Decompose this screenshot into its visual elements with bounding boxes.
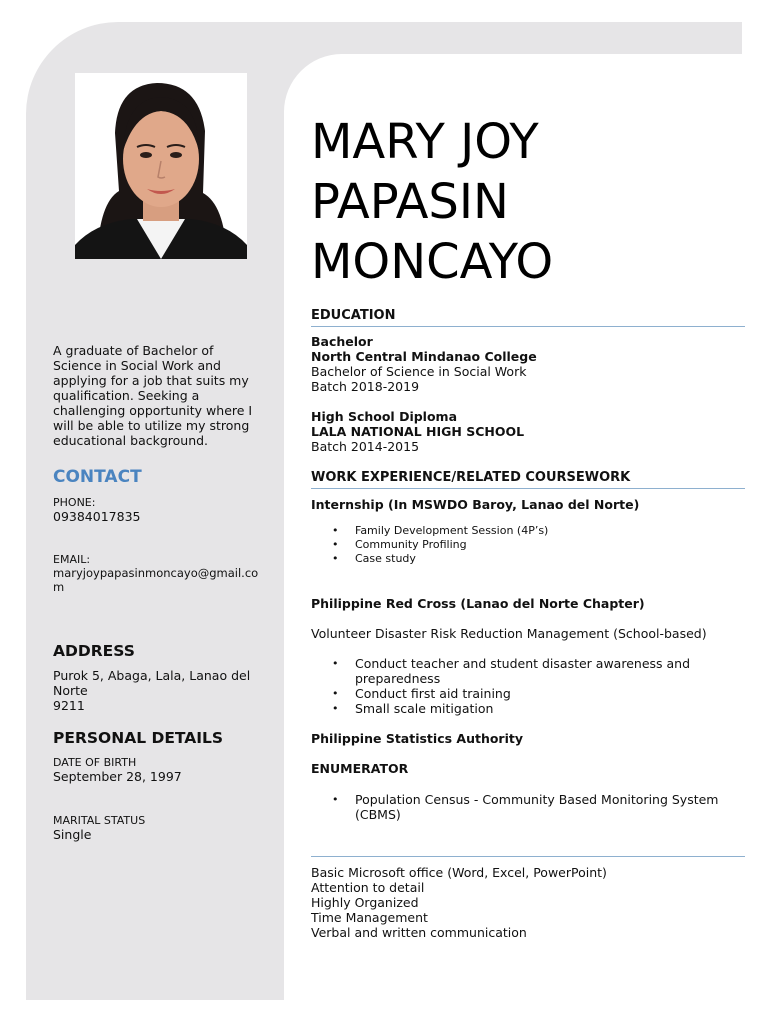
- skill-item: Basic Microsoft office (Word, Excel, PowerPoint): [311, 865, 607, 880]
- list-item: • Conduct first aid training: [311, 686, 741, 701]
- skill-item: Highly Organized: [311, 895, 419, 910]
- personal-details-heading: PERSONAL DETAILS: [53, 729, 224, 747]
- internship-list: [311, 524, 741, 566]
- batch: Batch 2014-2015: [311, 439, 420, 454]
- list-item: • Community Profiling: [311, 538, 741, 552]
- contact-heading: CONTACT: [53, 467, 142, 487]
- education-divider: [311, 326, 745, 327]
- course: Bachelor of Science in Social Work: [311, 364, 527, 379]
- phone-block: [53, 496, 263, 524]
- profile-photo: [75, 73, 247, 259]
- psa-title: Philippine Statistics Authority: [311, 731, 524, 746]
- skill-item: Verbal and written communication: [311, 925, 527, 940]
- skills-divider: [311, 856, 745, 857]
- address-line-1: Purok 5, Abaga, Lala, Lanao del: [53, 668, 251, 683]
- address-heading: ADDRESS: [53, 642, 135, 660]
- name-line-1: MARY JOY: [311, 114, 539, 170]
- email-block: [53, 553, 261, 594]
- education-item: [311, 334, 741, 394]
- email-value[interactable]: maryjoypapasinmoncayo@gmail.com: [53, 566, 259, 594]
- dob-label: DATE OF BIRTH: [53, 756, 137, 769]
- phone-label: PHONE:: [53, 496, 96, 509]
- marital-value: Single: [53, 827, 92, 842]
- education-heading: EDUCATION: [311, 308, 396, 323]
- work-divider: [311, 488, 745, 489]
- address-line-3: 9211: [53, 698, 85, 713]
- skill-item: Attention to detail: [311, 880, 425, 895]
- internship-title: Internship (In MSWDO Baroy, Lanao del Norte): [311, 497, 640, 512]
- degree: Bachelor: [311, 334, 373, 349]
- skills-list: [311, 865, 741, 940]
- name-line-3: MONCAYO: [311, 234, 554, 290]
- degree: High School Diploma: [311, 409, 458, 424]
- list-item: • Population Census - Community Based Monitoring System (CBMS): [311, 792, 741, 822]
- psa-list: [311, 792, 741, 822]
- marital-label: MARITAL STATUS: [53, 814, 146, 827]
- school: LALA NATIONAL HIGH SCHOOL: [311, 424, 525, 439]
- full-name: [311, 112, 553, 292]
- page-margin: [26, 1000, 284, 1024]
- redcross-title: Philippine Red Cross (Lanao del Norte Chapter): [311, 596, 645, 611]
- list-item: • Family Development Session (4P’s): [311, 524, 741, 538]
- list-item: • Small scale mitigation: [311, 701, 741, 716]
- school: North Central Mindanao College: [311, 349, 537, 364]
- name-line-2: PAPASIN: [311, 174, 509, 230]
- skill-item: Time Management: [311, 910, 428, 925]
- address-text: [53, 668, 263, 713]
- list-item: • Conduct teacher and student disaster awareness and preparedness: [311, 656, 741, 686]
- redcross-list: [311, 656, 741, 716]
- date-of-birth-block: [53, 756, 182, 784]
- batch: Batch 2018-2019: [311, 379, 420, 394]
- redcross-role: Volunteer Disaster Risk Reduction Management (School-based): [311, 626, 707, 641]
- work-experience-heading: WORK EXPERIENCE/RELATED COURSEWORK: [311, 470, 631, 485]
- summary-text: A graduate of Bachelor of Science in Social Work and applying for a job that suits my qualification. Seeking a challenging opportunity where I will be able to utilize my strong educational background.: [53, 343, 253, 448]
- psa-role: ENUMERATOR: [311, 761, 409, 776]
- marital-status-block: [53, 814, 145, 842]
- education-item: [311, 409, 741, 454]
- dob-value: September 28, 1997: [53, 769, 182, 784]
- address-line-2: Norte: [53, 683, 88, 698]
- phone-value: 09384017835: [53, 509, 141, 524]
- list-item: • Case study: [311, 552, 741, 566]
- email-label: EMAIL:: [53, 553, 91, 566]
